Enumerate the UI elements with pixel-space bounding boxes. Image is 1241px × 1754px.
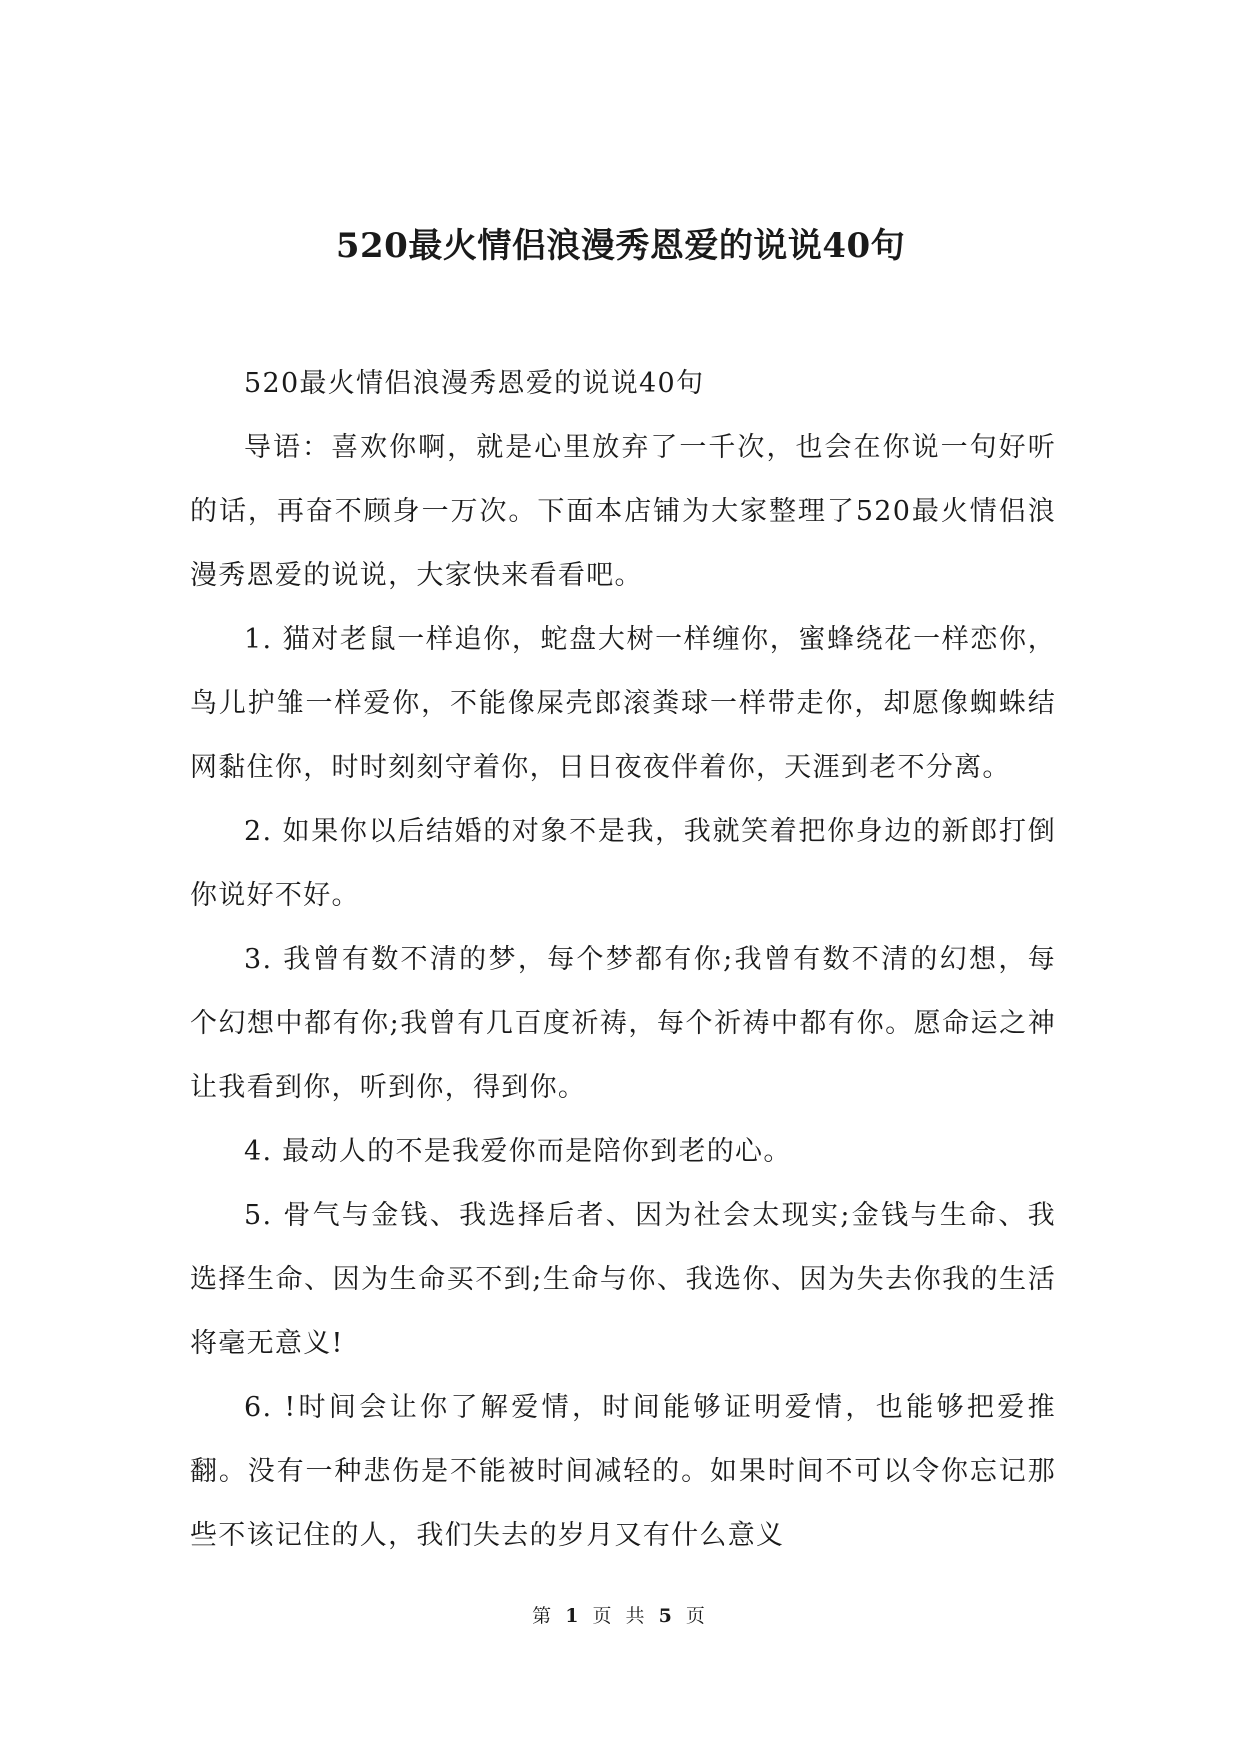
paragraph-intro: 导语：喜欢你啊，就是心里放弃了一千次，也会在你说一句好听的话，再奋不顾身一万次。下面本店铺为大家整理了520最火情侣浪漫秀恩爱的说说，大家快来看看吧。: [190, 432, 1056, 591]
total-page-number: 5: [658, 1605, 676, 1627]
page-footer: [0, 1602, 1241, 1630]
footer-middle: 页 共: [592, 1605, 649, 1627]
footer-suffix: 页: [685, 1605, 709, 1627]
paragraph-item-1: 1. 猫对老鼠一样追你，蛇盘大树一样缠你，蜜蜂绕花一样恋你，鸟儿护雏一样爱你，不能像屎壳郎滚粪球一样带走你，却愿像蜘蛛结网黏住你，时时刻刻守着你，日日夜夜伴着你，天涯到老不分离。: [190, 624, 1056, 783]
paragraph-item-6: 6. !时间会让你了解爱情，时间能够证明爱情，也能够把爱推翻。没有一种悲伤是不能被时间减轻的。如果时间不可以令你忘记那些不该记住的人，我们失去的岁月又有什么意义: [190, 1392, 1056, 1551]
document-body: [190, 352, 1056, 1568]
footer-prefix: 第: [532, 1605, 556, 1627]
paragraph-item-4: 4. 最动人的不是我爱你而是陪你到老的心。: [244, 1136, 792, 1167]
paragraph-item-5: 5. 骨气与金钱、我选择后者、因为社会太现实;金钱与生命、我选择生命、因为生命买不到;生命与你、我选你、因为失去你我的生活将毫无意义!: [190, 1200, 1056, 1359]
document-title: 520最火情侣浪漫秀恩爱的说说40句: [335, 226, 906, 266]
paragraph-item-3: 3. 我曾有数不清的梦，每个梦都有你;我曾有数不清的幻想，每个幻想中都有你;我曾有几百度祈祷，每个祈祷中都有你。愿命运之神让我看到你，听到你，得到你。: [190, 944, 1056, 1103]
paragraph-item-2: 2. 如果你以后结婚的对象不是我，我就笑着把你身边的新郎打倒你说好不好。: [190, 816, 1056, 911]
current-page-number: 1: [565, 1605, 583, 1627]
paragraph-subtitle: 520最火情侣浪漫秀恩爱的说说40句: [244, 368, 705, 399]
